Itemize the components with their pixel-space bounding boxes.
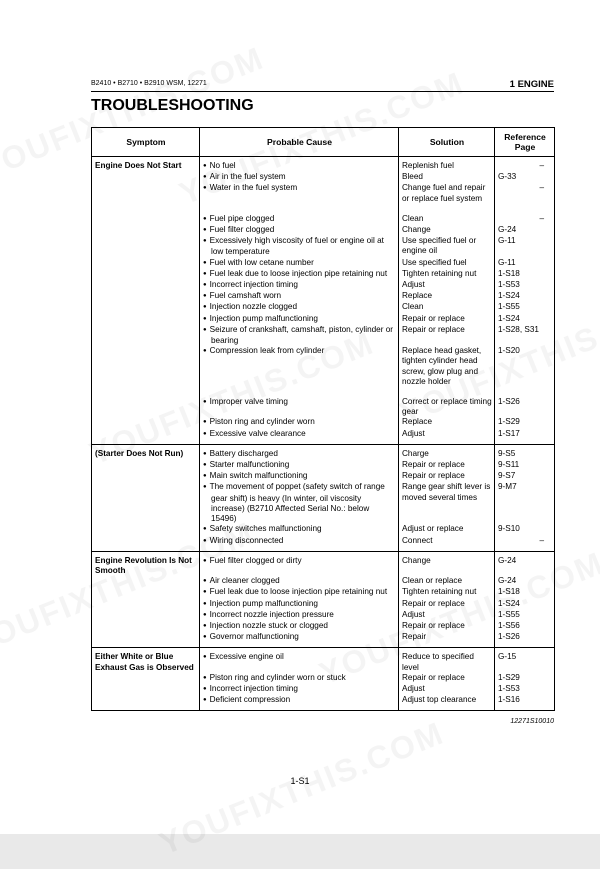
table-row [92,536,555,552]
cause-text: ● Starter malfunctioning [203,460,289,469]
table-row [92,471,555,482]
table-row [92,524,555,535]
table-row [92,172,555,183]
reference-text: 1-S55 [498,609,520,619]
symptom-cell [92,471,200,482]
solution-text: Range gear shift lever is moved several times [402,482,491,502]
cause-cell [200,325,399,346]
reference-text: 1-S56 [498,620,520,630]
solution-text: Adjust [402,609,425,619]
solution-text: Clean or replace [402,576,463,586]
symptom-cell [92,417,200,428]
solution-text: Repair or replace [402,324,465,334]
solution-text: Use specified fuel or engine oil [402,236,477,256]
cause-text: ● Excessive valve clearance [203,429,306,438]
cause-cell [200,551,399,576]
table-row [92,225,555,236]
solution-cell [399,325,495,346]
reference-text: G-24 [498,225,517,235]
troubleshooting-table [91,127,555,711]
reference-text: – [539,213,544,223]
cause-cell [200,648,399,673]
cause-text: ● Main switch malfunctioning [203,471,307,480]
symptom-cell [92,387,200,417]
solution-text: Charge [402,448,429,458]
cause-text: ● Deficient compression [203,695,290,704]
reference-cell [495,482,555,524]
table-row [92,346,555,387]
model-info: B2410 • B2710 • B2910 WSM, 12271 [91,80,207,87]
solution-cell [399,524,495,535]
solution-cell [399,269,495,280]
cause-text: ● Injection pump malfunctioning [203,599,318,608]
table-row [92,460,555,471]
solution-text: Adjust [402,428,425,438]
solution-text: Bleed [402,172,423,182]
cause-text: ● Compression leak from cylinder [203,346,324,355]
solution-text: Use specified fuel [402,257,467,267]
symptom-cell [92,183,200,203]
cause-cell [200,417,399,428]
solution-text: Change [402,555,431,565]
reference-cell [495,387,555,417]
symptom-cell [92,325,200,346]
reference-cell [495,551,555,576]
solution-cell [399,302,495,313]
page-title: TROUBLESHOOTING [91,97,254,114]
solution-cell [399,280,495,291]
column-header: Probable Cause [200,128,399,157]
cause-text: ● Seizure of crankshaft, camshaft, piston, cylinder or bearing [203,325,393,345]
cause-text: ● Incorrect injection timing [203,684,298,693]
cause-text: ● Piston ring and cylinder worn [203,417,315,426]
cause-cell [200,695,399,711]
solution-cell [399,460,495,471]
reference-text: 1-S26 [498,397,520,407]
solution-text: Replenish fuel [402,161,454,170]
cause-text: ● Safety switches malfunctioning [203,524,322,533]
reference-cell [495,587,555,598]
table-row [92,269,555,280]
cause-text: ● Fuel leak due to loose injection pipe retaining nut [203,269,387,278]
solution-cell [399,471,495,482]
reference-cell [495,172,555,183]
solution-cell [399,291,495,302]
solution-cell [399,621,495,632]
reference-text: 1-S24 [498,598,520,608]
reference-cell [495,314,555,325]
page-number: 1-S1 [290,776,310,786]
cause-cell [200,346,399,387]
solution-cell [399,599,495,610]
table-row [92,610,555,621]
reference-text: 1-S24 [498,291,520,301]
cause-text: ● Injection pump malfunctioning [203,314,318,323]
symptom-cell [92,524,200,535]
solution-cell [399,236,495,257]
solution-cell [399,610,495,621]
reference-text: G-33 [498,172,517,182]
solution-text: Repair or replace [402,460,465,470]
symptom-cell [92,269,200,280]
reference-cell [495,269,555,280]
symptom-cell [92,346,200,387]
cause-text: ● Battery discharged [203,449,278,458]
symptom-cell [92,482,200,524]
cause-text: ● Fuel filter clogged [203,225,274,234]
symptom-cell [92,172,200,183]
reference-cell [495,291,555,302]
symptom-cell [92,444,200,460]
reference-cell [495,460,555,471]
reference-text: G-15 [498,652,517,662]
reference-text: 1-S20 [498,346,520,356]
cause-cell [200,172,399,183]
table-row [92,204,555,225]
reference-cell [495,695,555,711]
cause-text: ● The movement of poppet (safety switch of range gear shift) is heavy (In winter, oil viscosity increase) (B2710 Affected Serial No.: below 15496) [203,482,385,523]
table-row [92,576,555,587]
cause-text: ● Improper valve timing [203,397,288,406]
table-row [92,695,555,711]
table-header-row [92,128,555,157]
table-row [92,632,555,648]
reference-text: G-24 [498,576,517,586]
cause-text: ● Incorrect nozzle injection pressure [203,610,334,619]
cause-text: ● Air cleaner clogged [203,576,280,585]
symptom-cell [92,632,200,648]
solution-cell [399,684,495,695]
solution-cell [399,387,495,417]
solution-text: Repair [402,632,427,642]
cause-text: ● Fuel camshaft worn [203,291,281,300]
symptom-cell [92,587,200,598]
table-row [92,236,555,257]
symptom-cell [92,236,200,257]
reference-text: 1-S18 [498,587,520,597]
solution-cell [399,314,495,325]
cause-cell [200,576,399,587]
solution-text: Change fuel and repair or replace fuel system [402,183,486,203]
symptom-text: Either White or Blue Exhaust Gas is Observed [95,652,194,672]
solution-cell [399,429,495,445]
cause-cell [200,429,399,445]
symptom-text: Engine Revolution Is Not Smooth [95,555,192,575]
solution-text: Repair or replace [402,471,465,481]
table-row [92,387,555,417]
symptom-cell [92,460,200,471]
table-row [92,183,555,203]
solution-text: Correct or replace timing gear [402,397,492,417]
symptom-text: Engine Does Not Start [95,161,182,170]
table-row [92,482,555,524]
solution-cell [399,632,495,648]
solution-text: Repair or replace [402,672,465,682]
symptom-cell [92,157,200,173]
cause-cell [200,471,399,482]
cause-cell [200,632,399,648]
cause-text: ● Fuel leak due to loose injection pipe retaining nut [203,587,387,596]
table-row [92,621,555,632]
symptom-cell [92,429,200,445]
reference-text: 1-S17 [498,428,520,438]
symptom-cell [92,225,200,236]
symptom-cell [92,576,200,587]
cause-text: ● Injection nozzle clogged [203,302,297,311]
reference-text: 9-M7 [498,482,517,492]
cause-cell [200,302,399,313]
reference-text: G-11 [498,257,516,267]
reference-cell [495,417,555,428]
symptom-cell [92,648,200,673]
reference-cell [495,576,555,587]
reference-cell [495,280,555,291]
table-row [92,599,555,610]
reference-text: 1-S24 [498,313,520,323]
cause-cell [200,587,399,598]
cause-text: ● Injection nozzle stuck or clogged [203,621,328,630]
solution-cell [399,587,495,598]
reference-cell [495,632,555,648]
cause-cell [200,610,399,621]
solution-cell [399,551,495,576]
table-row [92,429,555,445]
reference-cell [495,302,555,313]
cause-cell [200,157,399,173]
symptom-cell [92,280,200,291]
reference-text: G-11 [498,236,516,246]
reference-text: 1-S28, S31 [498,324,539,334]
solution-cell [399,536,495,552]
table-row [92,325,555,346]
reference-cell [495,204,555,225]
cause-cell [200,204,399,225]
column-header: Solution [399,128,495,157]
cause-cell [200,225,399,236]
cause-text: ● Fuel pipe clogged [203,214,274,223]
column-header: Symptom [92,128,200,157]
solution-cell [399,648,495,673]
table-row [92,302,555,313]
reference-cell [495,524,555,535]
table-row [92,280,555,291]
reference-text: 1-S16 [498,695,520,705]
reference-text: 1-S18 [498,268,520,278]
reference-cell [495,258,555,269]
solution-text: Replace [402,291,433,301]
symptom-cell [92,684,200,695]
reference-cell [495,599,555,610]
solution-text: Adjust [402,683,425,693]
symptom-cell [92,695,200,711]
cause-text: ● Air in the fuel system [203,172,286,181]
solution-cell [399,673,495,684]
solution-text: Repair or replace [402,620,465,630]
reference-cell [495,183,555,203]
cause-cell [200,314,399,325]
solution-text: Repair or replace [402,598,465,608]
solution-cell [399,204,495,225]
cause-text: ● Excessively high viscosity of fuel or engine oil at low temperature [203,236,384,256]
solution-cell [399,417,495,428]
cause-text: ● Governor malfunctioning [203,632,299,641]
symptom-cell [92,314,200,325]
solution-text: Replace [402,417,433,427]
reference-text: – [539,183,544,193]
cause-text: ● Fuel with low cetane number [203,258,314,267]
solution-text: Repair or replace [402,313,465,323]
cause-cell [200,280,399,291]
reference-text: – [539,535,544,545]
table-row [92,291,555,302]
reference-cell [495,673,555,684]
cause-text: ● Fuel filter clogged or dirty [203,556,302,565]
symptom-cell [92,536,200,552]
solution-text: Tighten retaining nut [402,587,477,597]
cause-cell [200,673,399,684]
cause-cell [200,524,399,535]
solution-text: Adjust top clearance [402,695,477,705]
reference-cell [495,157,555,173]
reference-text: 9-S7 [498,471,516,481]
reference-text: 1-S29 [498,417,520,427]
page-header [91,79,554,91]
solution-cell [399,183,495,203]
reference-cell [495,225,555,236]
reference-text: 9-S5 [498,448,516,458]
reference-text: 1-S26 [498,632,520,642]
cause-cell [200,236,399,257]
cause-cell [200,684,399,695]
solution-text: Connect [402,535,433,545]
cause-cell [200,183,399,203]
solution-text: Adjust [402,280,425,290]
reference-cell [495,610,555,621]
table-row [92,444,555,460]
table-row [92,684,555,695]
table-row [92,314,555,325]
symptom-cell [92,673,200,684]
cause-cell [200,291,399,302]
reference-cell [495,236,555,257]
reference-text: – [539,161,544,170]
reference-cell [495,429,555,445]
symptom-cell [92,291,200,302]
solution-cell [399,157,495,173]
watermark [154,714,449,862]
symptom-cell [92,302,200,313]
solution-text: Clean [402,213,424,223]
table-row [92,551,555,576]
symptom-text: (Starter Does Not Run) [95,448,184,458]
section-name: 1 ENGINE [509,79,554,90]
table-row [92,673,555,684]
cause-cell [200,482,399,524]
solution-cell [399,225,495,236]
table-row [92,258,555,269]
reference-text: 9-S11 [498,460,520,470]
reference-text: G-24 [498,555,517,565]
cause-text: ● Excessive engine oil [203,652,284,661]
solution-text: Change [402,225,431,235]
solution-text: Replace head gasket, tighten cylinder head screw, glow plug and nozzle holder [402,346,482,386]
cause-cell [200,444,399,460]
cause-cell [200,599,399,610]
cause-cell [200,258,399,269]
reference-cell [495,536,555,552]
cause-cell [200,387,399,417]
cause-text: ● Water in the fuel system [203,183,297,192]
table-row [92,648,555,673]
solution-cell [399,444,495,460]
cause-text: ● Piston ring and cylinder worn or stuck [203,673,346,682]
symptom-cell [92,610,200,621]
reference-text: 9-S10 [498,524,520,534]
solution-cell [399,482,495,524]
solution-text: Reduce to specified level [402,652,474,672]
reference-text: 1-S53 [498,683,520,693]
header-rule [91,91,554,92]
cause-cell [200,621,399,632]
reference-text: 1-S29 [498,672,520,682]
solution-cell [399,695,495,711]
table-row [92,587,555,598]
symptom-cell [92,551,200,576]
cause-text: ● Incorrect injection timing [203,280,298,289]
reference-cell [495,648,555,673]
symptom-cell [92,621,200,632]
cause-cell [200,269,399,280]
solution-cell [399,346,495,387]
symptom-cell [92,599,200,610]
reference-cell [495,621,555,632]
reference-cell [495,346,555,387]
solution-cell [399,172,495,183]
reference-cell [495,684,555,695]
reference-text: 1-S55 [498,302,520,312]
solution-text: Clean [402,302,424,312]
table-row [92,417,555,428]
cause-cell [200,460,399,471]
cause-cell [200,536,399,552]
reference-text: 1-S53 [498,280,520,290]
column-header: Reference Page [495,128,555,157]
solution-cell [399,258,495,269]
cause-text: ● No fuel [203,161,236,170]
reference-cell [495,444,555,460]
document-code: 12271S10010 [510,718,554,725]
cause-text: ● Wiring disconnected [203,536,283,545]
solution-text: Adjust or replace [402,524,464,534]
solution-text: Tighten retaining nut [402,268,477,278]
symptom-cell [92,258,200,269]
symptom-cell [92,204,200,225]
table-row [92,157,555,173]
reference-cell [495,325,555,346]
reference-cell [495,471,555,482]
solution-cell [399,576,495,587]
